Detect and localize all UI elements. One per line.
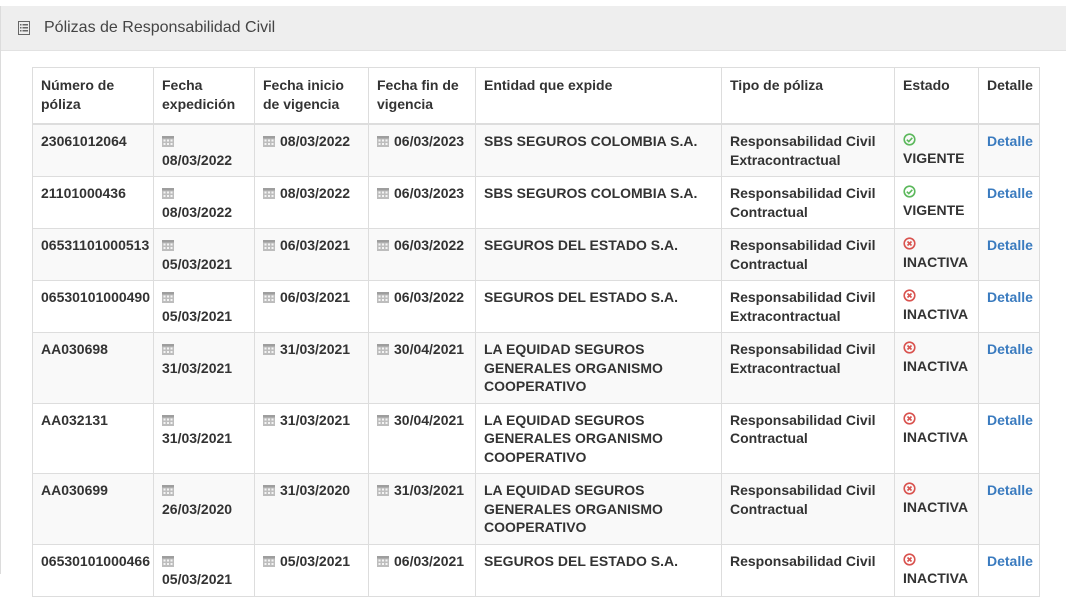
policies-panel (0, 6, 1066, 587)
end-date-cell (369, 333, 476, 404)
table-row (33, 124, 1040, 177)
end-date: 30/04/2021 (394, 341, 465, 357)
calendar-icon (377, 553, 389, 565)
status-badge: INACTIVA (903, 358, 969, 374)
calendar-icon (377, 412, 389, 424)
issuing-entity: LA EQUIDAD SEGUROS GENERALES ORGANISMO COOPERATIVO (476, 333, 722, 404)
issue-date: 08/03/2022 (162, 151, 233, 168)
issue-date: 31/03/2021 (162, 430, 233, 446)
policy-type: Responsabilidad Civil (722, 544, 895, 596)
issue-date: 26/03/2020 (162, 500, 233, 517)
detail-link[interactable]: Detalle (987, 289, 1033, 305)
start-date-cell (255, 474, 369, 545)
end-date-cell (369, 177, 476, 229)
policy-type: Responsabilidad Civil Contractual (722, 403, 895, 474)
column-header-entidad: Entidad que expide (476, 68, 722, 125)
policy-number: AA030698 (33, 333, 154, 404)
column-header-tipo: Tipo de póliza (722, 68, 895, 125)
x-circle-icon (903, 340, 916, 353)
table-row (33, 177, 1040, 229)
status-badge: VIGENTE (903, 202, 965, 218)
column-header-numero: Número de póliza (33, 68, 154, 125)
calendar-icon (162, 237, 174, 249)
status-badge: INACTIVA (903, 499, 969, 515)
issue-date-cell (154, 124, 255, 177)
end-date: 06/03/2023 (394, 133, 465, 149)
start-date: 05/03/2021 (280, 552, 351, 569)
x-circle-icon (903, 411, 916, 424)
policies-table (32, 67, 1040, 597)
detail-cell (979, 333, 1040, 404)
status-badge: INACTIVA (903, 254, 969, 270)
status-cell (895, 474, 979, 545)
panel-heading (1, 6, 1066, 51)
table-row (33, 544, 1040, 596)
calendar-icon (377, 237, 389, 249)
calendar-icon (263, 185, 275, 197)
issue-date: 05/03/2021 (162, 307, 233, 324)
end-date-cell (369, 281, 476, 333)
policy-number: 06530101000466 (33, 544, 154, 596)
start-date: 08/03/2022 (280, 185, 351, 201)
issue-date: 05/03/2021 (162, 255, 233, 272)
detail-link[interactable]: Detalle (987, 133, 1033, 149)
end-date-cell (369, 544, 476, 596)
detail-cell (979, 281, 1040, 333)
calendar-icon (162, 412, 174, 424)
issuing-entity: SEGUROS DEL ESTADO S.A. (476, 281, 722, 333)
calendar-icon (377, 341, 389, 353)
status-cell (895, 403, 979, 474)
policy-type: Responsabilidad Civil Contractual (722, 474, 895, 545)
start-date-cell (255, 124, 369, 177)
issuing-entity: SBS SEGUROS COLOMBIA S.A. (476, 124, 722, 177)
policy-number: 06531101000513 (33, 229, 154, 281)
policy-number: 23061012064 (33, 124, 154, 177)
status-cell (895, 229, 979, 281)
x-circle-icon (903, 552, 916, 565)
issuing-entity: SEGUROS DEL ESTADO S.A. (476, 544, 722, 596)
calendar-icon (162, 341, 174, 353)
policy-type: Responsabilidad Civil Extracontractual (722, 333, 895, 404)
calendar-icon (263, 289, 275, 301)
table-row (33, 281, 1040, 333)
start-date-cell (255, 229, 369, 281)
policies-table-wrapper (32, 67, 1039, 597)
detail-link[interactable]: Detalle (987, 552, 1033, 569)
calendar-icon (162, 133, 174, 145)
detail-link[interactable]: Detalle (987, 185, 1033, 201)
start-date: 31/03/2021 (280, 411, 351, 428)
calendar-icon (377, 133, 389, 145)
detail-cell (979, 403, 1040, 474)
detail-link[interactable]: Detalle (987, 341, 1033, 357)
issuing-entity: LA EQUIDAD SEGUROS GENERALES ORGANISMO COOPERATIVO (476, 474, 722, 545)
detail-cell (979, 229, 1040, 281)
policy-type: Responsabilidad Civil Extracontractual (722, 124, 895, 177)
end-date-cell (369, 474, 476, 545)
start-date-cell (255, 281, 369, 333)
status-cell (895, 124, 979, 177)
list-icon (18, 21, 30, 35)
status-badge: INACTIVA (903, 306, 969, 322)
calendar-icon (263, 133, 275, 145)
issue-date: 05/03/2021 (162, 571, 233, 587)
start-date-cell (255, 177, 369, 229)
table-row (33, 333, 1040, 404)
issue-date-cell (154, 544, 255, 596)
table-row (33, 229, 1040, 281)
issue-date: 08/03/2022 (162, 203, 233, 220)
status-cell (895, 177, 979, 229)
calendar-icon (377, 289, 389, 301)
column-header-detalle: Detalle (979, 68, 1040, 125)
table-body (33, 124, 1040, 596)
calendar-icon (263, 553, 275, 565)
end-date-cell (369, 124, 476, 177)
end-date-cell (369, 229, 476, 281)
detail-cell (979, 474, 1040, 545)
issuing-entity: SEGUROS DEL ESTADO S.A. (476, 229, 722, 281)
issue-date-cell (154, 281, 255, 333)
calendar-icon (263, 412, 275, 424)
table-row (33, 474, 1040, 545)
start-date-cell (255, 333, 369, 404)
end-date: 06/03/2023 (394, 185, 465, 201)
issuing-entity: LA EQUIDAD SEGUROS GENERALES ORGANISMO COOPERATIVO (476, 403, 722, 474)
status-badge: INACTIVA (903, 428, 969, 445)
start-date-cell (255, 403, 369, 474)
calendar-icon (263, 237, 275, 249)
detail-link[interactable]: Detalle (987, 237, 1033, 253)
detail-cell (979, 544, 1040, 596)
end-date: 31/03/2021 (394, 482, 465, 498)
detail-link[interactable]: Detalle (987, 411, 1033, 428)
policy-number: 21101000436 (33, 177, 154, 229)
status-badge: INACTIVA (903, 569, 969, 586)
calendar-icon (162, 185, 174, 197)
start-date-cell (255, 544, 369, 596)
status-cell (895, 281, 979, 333)
issue-date-cell (154, 229, 255, 281)
start-date: 31/03/2021 (280, 341, 351, 357)
status-cell (895, 333, 979, 404)
detail-cell (979, 124, 1040, 177)
calendar-icon (377, 185, 389, 197)
policy-number: AA030699 (33, 474, 154, 545)
issue-date: 31/03/2021 (162, 359, 233, 376)
policy-type: Responsabilidad Civil Extracontractual (722, 281, 895, 333)
column-header-inicio: Fecha inicio de vigencia (255, 68, 369, 125)
status-cell (895, 544, 979, 596)
start-date: 08/03/2022 (280, 133, 351, 149)
table-row (33, 403, 1040, 474)
column-header-expedicion: Fecha expedición (154, 68, 255, 125)
calendar-icon (263, 482, 275, 494)
issue-date-cell (154, 474, 255, 545)
end-date: 06/03/2021 (394, 552, 465, 569)
panel-title: Pólizas de Responsabilidad Civil (44, 19, 276, 36)
x-circle-icon (903, 236, 916, 249)
x-circle-icon (903, 288, 916, 301)
start-date: 31/03/2020 (280, 482, 351, 498)
calendar-icon (263, 341, 275, 353)
issuing-entity: SBS SEGUROS COLOMBIA S.A. (476, 177, 722, 229)
policy-type: Responsabilidad Civil Contractual (722, 177, 895, 229)
end-date: 30/04/2021 (394, 411, 465, 428)
policy-type: Responsabilidad Civil Contractual (722, 229, 895, 281)
start-date: 06/03/2021 (280, 237, 351, 253)
check-circle-icon (903, 184, 916, 197)
calendar-icon (377, 482, 389, 494)
x-circle-icon (903, 481, 916, 494)
table-header-row (33, 68, 1040, 125)
calendar-icon (162, 289, 174, 301)
issue-date-cell (154, 333, 255, 404)
end-date-cell (369, 403, 476, 474)
calendar-icon (162, 553, 174, 565)
issue-date-cell (154, 403, 255, 474)
end-date: 06/03/2022 (394, 289, 465, 305)
policy-number: 06530101000490 (33, 281, 154, 333)
column-header-estado: Estado (895, 68, 979, 125)
column-header-fin: Fecha fin de vigencia (369, 68, 476, 125)
detail-link[interactable]: Detalle (987, 482, 1033, 498)
end-date: 06/03/2022 (394, 237, 465, 253)
start-date: 06/03/2021 (280, 289, 351, 305)
status-badge: VIGENTE (903, 150, 965, 166)
detail-cell (979, 177, 1040, 229)
check-circle-icon (903, 132, 916, 145)
issue-date-cell (154, 177, 255, 229)
calendar-icon (162, 482, 174, 494)
policy-number: AA032131 (33, 403, 154, 474)
